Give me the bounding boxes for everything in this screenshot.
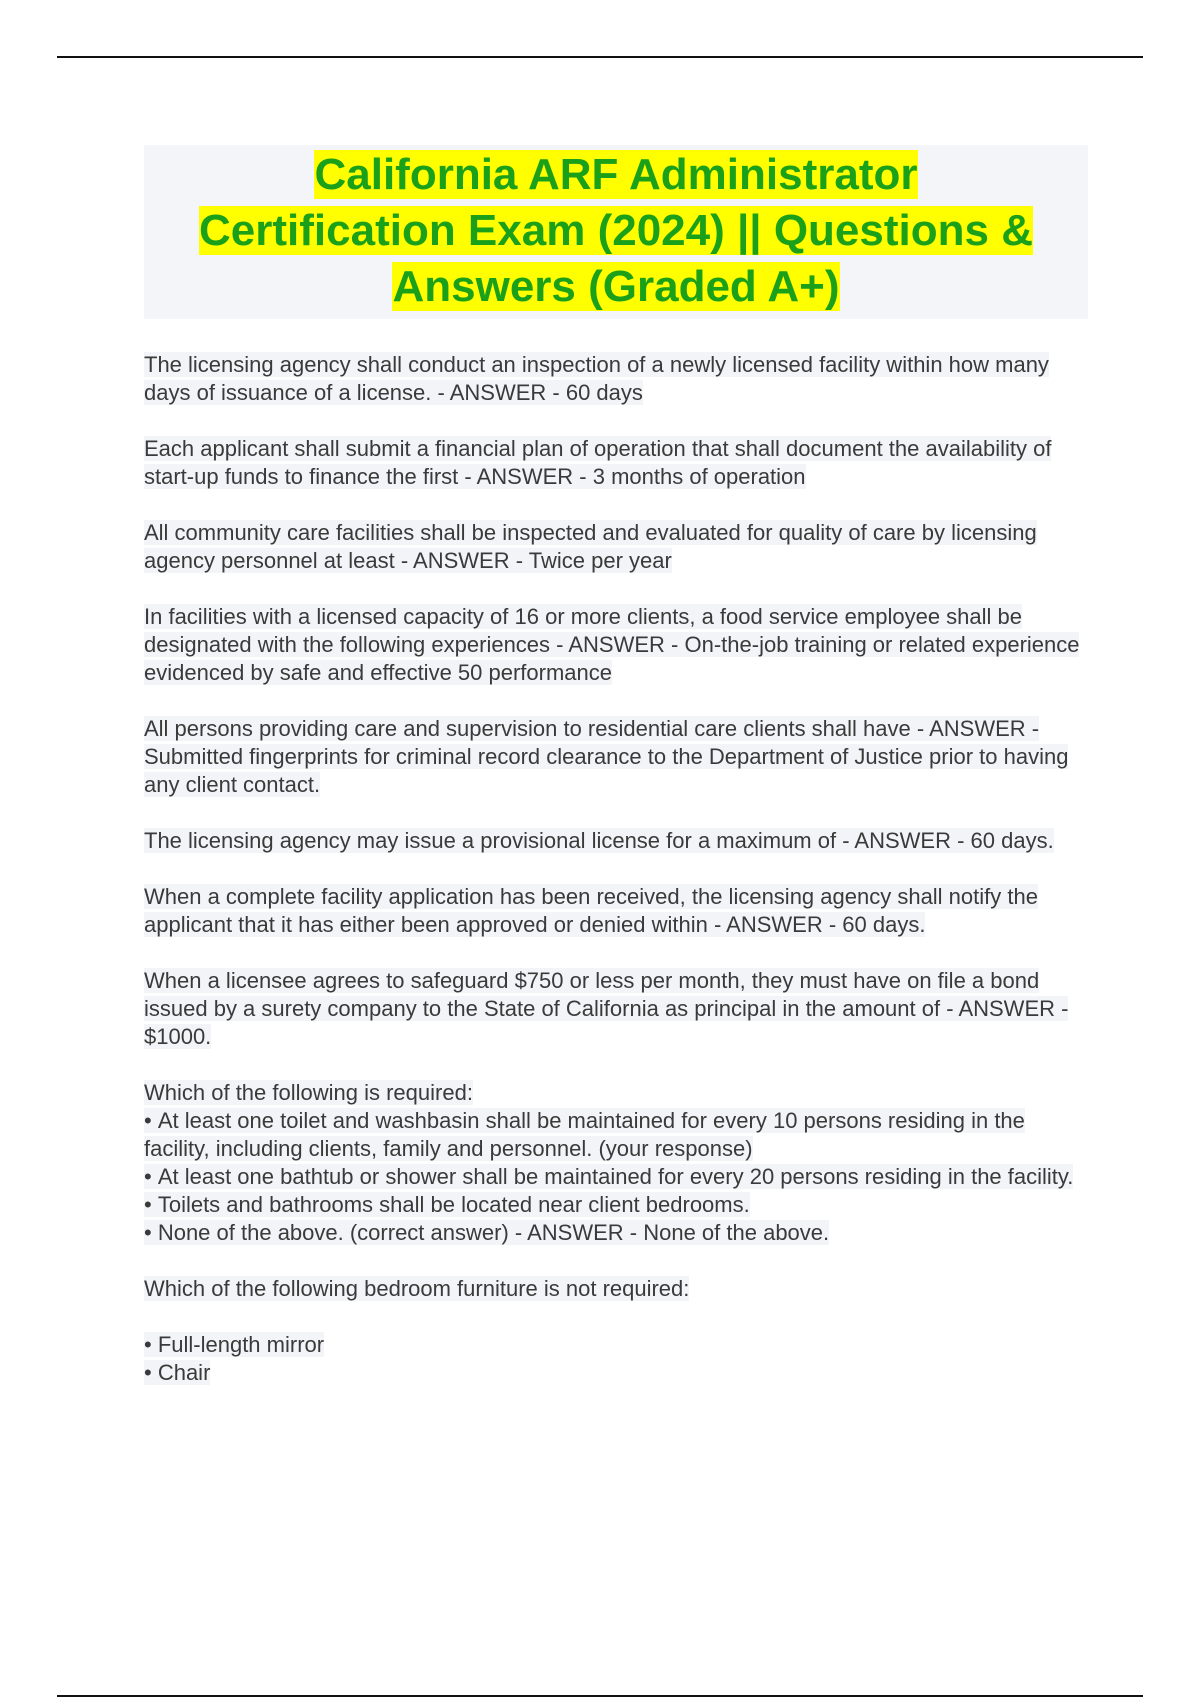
option-item: • Full-length mirror [144, 1331, 1088, 1359]
qa-item-4 [144, 603, 1088, 687]
document-title-block [144, 145, 1088, 319]
option-item: • Chair [144, 1359, 1088, 1387]
document-title [144, 147, 1088, 315]
qa-item-9 [144, 1079, 1088, 1247]
qa-text: The licensing agency may issue a provisional license for a maximum of - ANSWER - 60 days. [144, 828, 1054, 853]
qa-item-8 [144, 967, 1088, 1051]
qa-item-3 [144, 519, 1088, 575]
qa-item-6 [144, 827, 1088, 855]
qa-text: In facilities with a licensed capacity of 16 or more clients, a food service employee shall be designated with the following experiences - ANSWER - On-the-job training or related experience evidenced by safe and effective 50 performance [144, 604, 1080, 685]
qa-text: When a licensee agrees to safeguard $750 or less per month, they must have on file a bond issued by a surety company to the State of California as principal in the amount of - ANSWER - $1000. [144, 968, 1069, 1049]
spacer [144, 1303, 1088, 1331]
title-line-2: Certification Exam (2024) || Questions & [199, 206, 1033, 255]
qa-text: When a complete facility application has been received, the licensing agency shall notify the applicant that it has either been approved or denied within - ANSWER - 60 days. [144, 884, 1038, 937]
qa-item-7 [144, 883, 1088, 939]
title-line-1: California ARF Administrator [314, 150, 918, 199]
qa-list [144, 351, 1088, 1387]
qa-item-1 [144, 351, 1088, 407]
option-item: • None of the above. (correct answer) - ANSWER - None of the above. [144, 1219, 1088, 1247]
question-stem: Which of the following is required: [144, 1080, 473, 1105]
option-item: • At least one toilet and washbasin shall be maintained for every 10 persons residing in the facility, including clients, family and personnel. (your response) [144, 1107, 1088, 1163]
option-item: • At least one bathtub or shower shall be maintained for every 20 persons residing in the facility. [144, 1163, 1088, 1191]
document-page [144, 145, 1088, 1415]
qa-text: All persons providing care and supervision to residential care clients shall have - ANSWER - Submitted fingerprints for criminal record clearance to the Department of Justice prior to having any client contact. [144, 716, 1069, 797]
qa-item-10 [144, 1275, 1088, 1387]
qa-text: Each applicant shall submit a financial plan of operation that shall document the availability of start-up funds to finance the first - ANSWER - 3 months of operation [144, 436, 1052, 489]
qa-text: All community care facilities shall be inspected and evaluated for quality of care by licensing agency personnel at least - ANSWER - Twice per year [144, 520, 1037, 573]
title-line-3: Answers (Graded A+) [392, 262, 840, 311]
top-rule [57, 56, 1143, 58]
qa-item-5 [144, 715, 1088, 799]
option-item: • Toilets and bathrooms shall be located near client bedrooms. [144, 1191, 1088, 1219]
qa-item-2 [144, 435, 1088, 491]
question-stem: Which of the following bedroom furniture is not required: [144, 1276, 690, 1301]
bottom-rule [57, 1695, 1143, 1697]
qa-text: The licensing agency shall conduct an inspection of a newly licensed facility within how many days of issuance of a license. - ANSWER - 60 days [144, 352, 1049, 405]
